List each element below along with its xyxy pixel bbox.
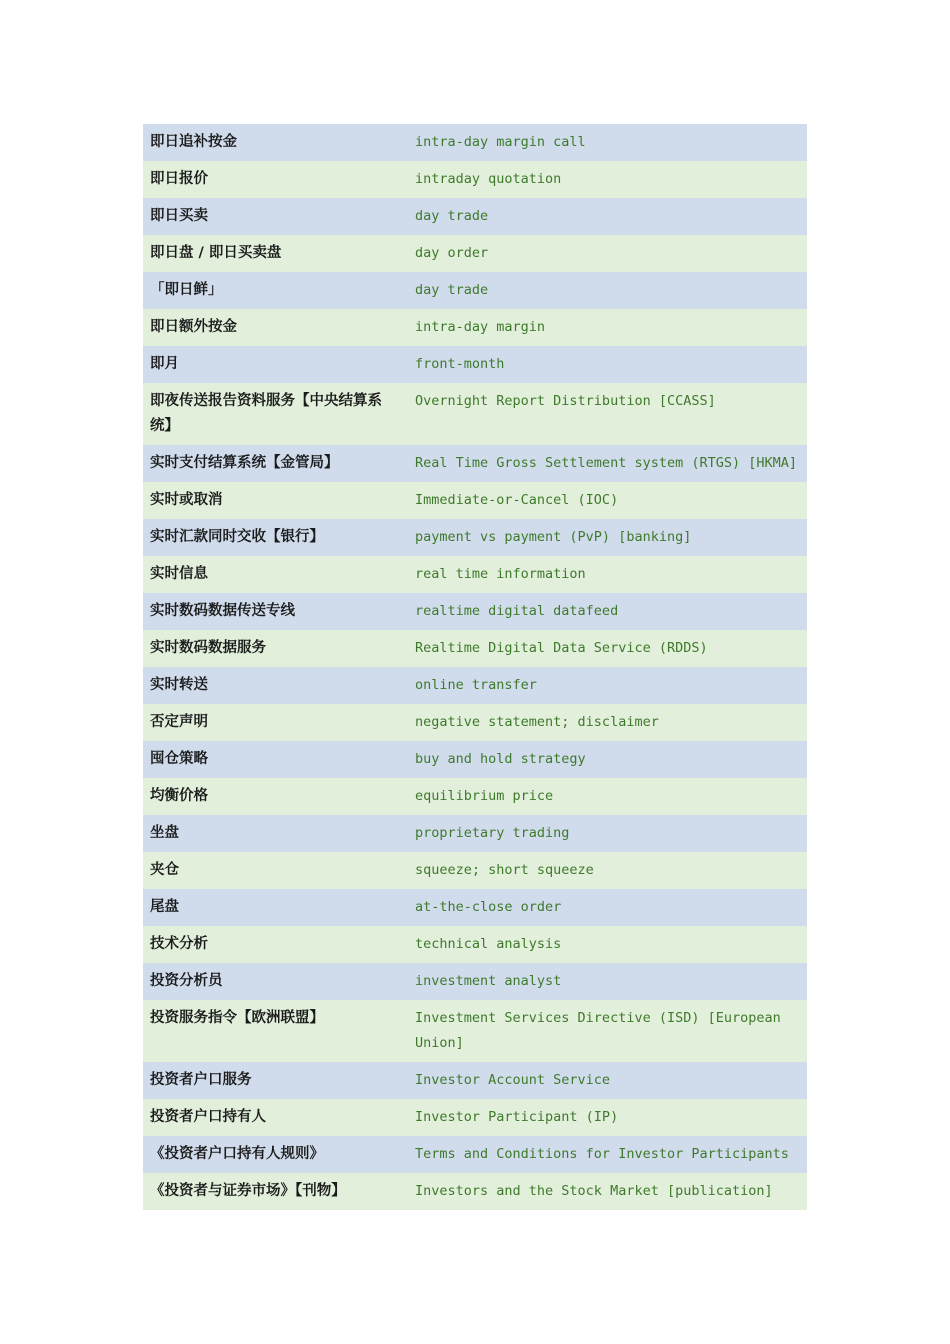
- translation-cell: Real Time Gross Settlement system (RTGS) [HKMA]: [415, 455, 798, 471]
- glossary-table: [143, 124, 807, 1210]
- translation-cell: Investment Services Directive (ISD) [European Union]: [415, 1010, 781, 1051]
- table-row: [143, 556, 807, 593]
- translation-cell: day order: [415, 245, 489, 261]
- translation-cell: equilibrium price: [415, 788, 554, 804]
- term-cell: 《投资者户口持有人规则》: [150, 1146, 324, 1162]
- table-row: [143, 445, 807, 482]
- table-row: [143, 272, 807, 309]
- term-cell: 即日盘 / 即日买卖盘: [150, 245, 282, 261]
- table-row: [143, 1000, 807, 1062]
- translation-cell: payment vs payment (PvP) [banking]: [415, 529, 692, 545]
- table-row: [143, 482, 807, 519]
- translation-cell: Overnight Report Distribution [CCASS]: [415, 393, 716, 409]
- term-cell: 投资者户口服务: [150, 1072, 252, 1088]
- translation-cell: Realtime Digital Data Service (RDDS): [415, 640, 708, 656]
- term-cell: 投资服务指令【欧洲联盟】: [150, 1010, 324, 1026]
- translation-cell: investment analyst: [415, 973, 562, 989]
- translation-cell: technical analysis: [415, 936, 562, 952]
- table-row: [143, 235, 807, 272]
- translation-cell: front-month: [415, 356, 505, 372]
- translation-cell: negative statement; disclaimer: [415, 714, 659, 730]
- term-cell: 投资分析员: [150, 973, 223, 989]
- term-cell: 实时转送: [150, 677, 208, 693]
- translation-cell: squeeze; short squeeze: [415, 862, 594, 878]
- table-row: [143, 852, 807, 889]
- term-cell: 即日买卖: [150, 208, 208, 224]
- table-row: [143, 1062, 807, 1099]
- table-row: [143, 383, 807, 445]
- translation-cell: realtime digital datafeed: [415, 603, 619, 619]
- table-row: [143, 704, 807, 741]
- term-cell: 投资者户口持有人: [150, 1109, 266, 1125]
- term-cell: 实时数码数据传送专线: [150, 603, 295, 619]
- term-cell: 否定声明: [150, 714, 208, 730]
- term-cell: 尾盘: [150, 899, 179, 915]
- term-cell: 囤仓策略: [150, 751, 208, 767]
- table-row: [143, 963, 807, 1000]
- table-row: [143, 741, 807, 778]
- term-cell: 技术分析: [150, 936, 208, 952]
- translation-cell: day trade: [415, 208, 489, 224]
- table-row: [143, 124, 807, 161]
- term-cell: 即日追补按金: [150, 134, 237, 150]
- translation-cell: intra-day margin: [415, 319, 546, 335]
- term-cell: 即日额外按金: [150, 319, 237, 335]
- term-cell: 实时信息: [150, 566, 208, 582]
- translation-cell: intra-day margin call: [415, 134, 586, 150]
- translation-cell: day trade: [415, 282, 489, 298]
- translation-cell: Terms and Conditions for Investor Participants: [415, 1146, 789, 1162]
- table-row: [143, 1136, 807, 1173]
- translation-cell: intraday quotation: [415, 171, 562, 187]
- translation-cell: buy and hold strategy: [415, 751, 586, 767]
- translation-cell: Investors and the Stock Market [publication]: [415, 1183, 773, 1199]
- table-row: [143, 309, 807, 346]
- term-cell: 坐盘: [150, 825, 179, 841]
- table-row: [143, 667, 807, 704]
- table-row: [143, 630, 807, 667]
- term-cell: 《投资者与证券市场》【刊物】: [150, 1183, 346, 1199]
- term-cell: 实时或取消: [150, 492, 223, 508]
- term-cell: 即夜传送报告资料服务【中央结算系统】: [150, 393, 382, 434]
- table-row: [143, 889, 807, 926]
- translation-cell: real time information: [415, 566, 586, 582]
- table-row: [143, 1173, 807, 1210]
- table-row: [143, 519, 807, 556]
- term-cell: 即月: [150, 356, 179, 372]
- translation-cell: proprietary trading: [415, 825, 570, 841]
- table-row: [143, 1099, 807, 1136]
- term-cell: 「即日鲜」: [150, 282, 223, 298]
- term-cell: 实时支付结算系统【金管局】: [150, 455, 339, 471]
- table-row: [143, 815, 807, 852]
- table-row: [143, 778, 807, 815]
- table-row: [143, 593, 807, 630]
- term-cell: 夹仓: [150, 862, 179, 878]
- term-cell: 均衡价格: [150, 788, 208, 804]
- translation-cell: Investor Account Service: [415, 1072, 611, 1088]
- table-row: [143, 926, 807, 963]
- translation-cell: Immediate-or-Cancel (IOC): [415, 492, 619, 508]
- term-cell: 实时汇款同时交收【银行】: [150, 529, 324, 545]
- translation-cell: Investor Participant (IP): [415, 1109, 619, 1125]
- translation-cell: at-the-close order: [415, 899, 562, 915]
- term-cell: 实时数码数据服务: [150, 640, 266, 656]
- table-row: [143, 161, 807, 198]
- table-row: [143, 198, 807, 235]
- term-cell: 即日报价: [150, 171, 208, 187]
- table-row: [143, 346, 807, 383]
- translation-cell: online transfer: [415, 677, 537, 693]
